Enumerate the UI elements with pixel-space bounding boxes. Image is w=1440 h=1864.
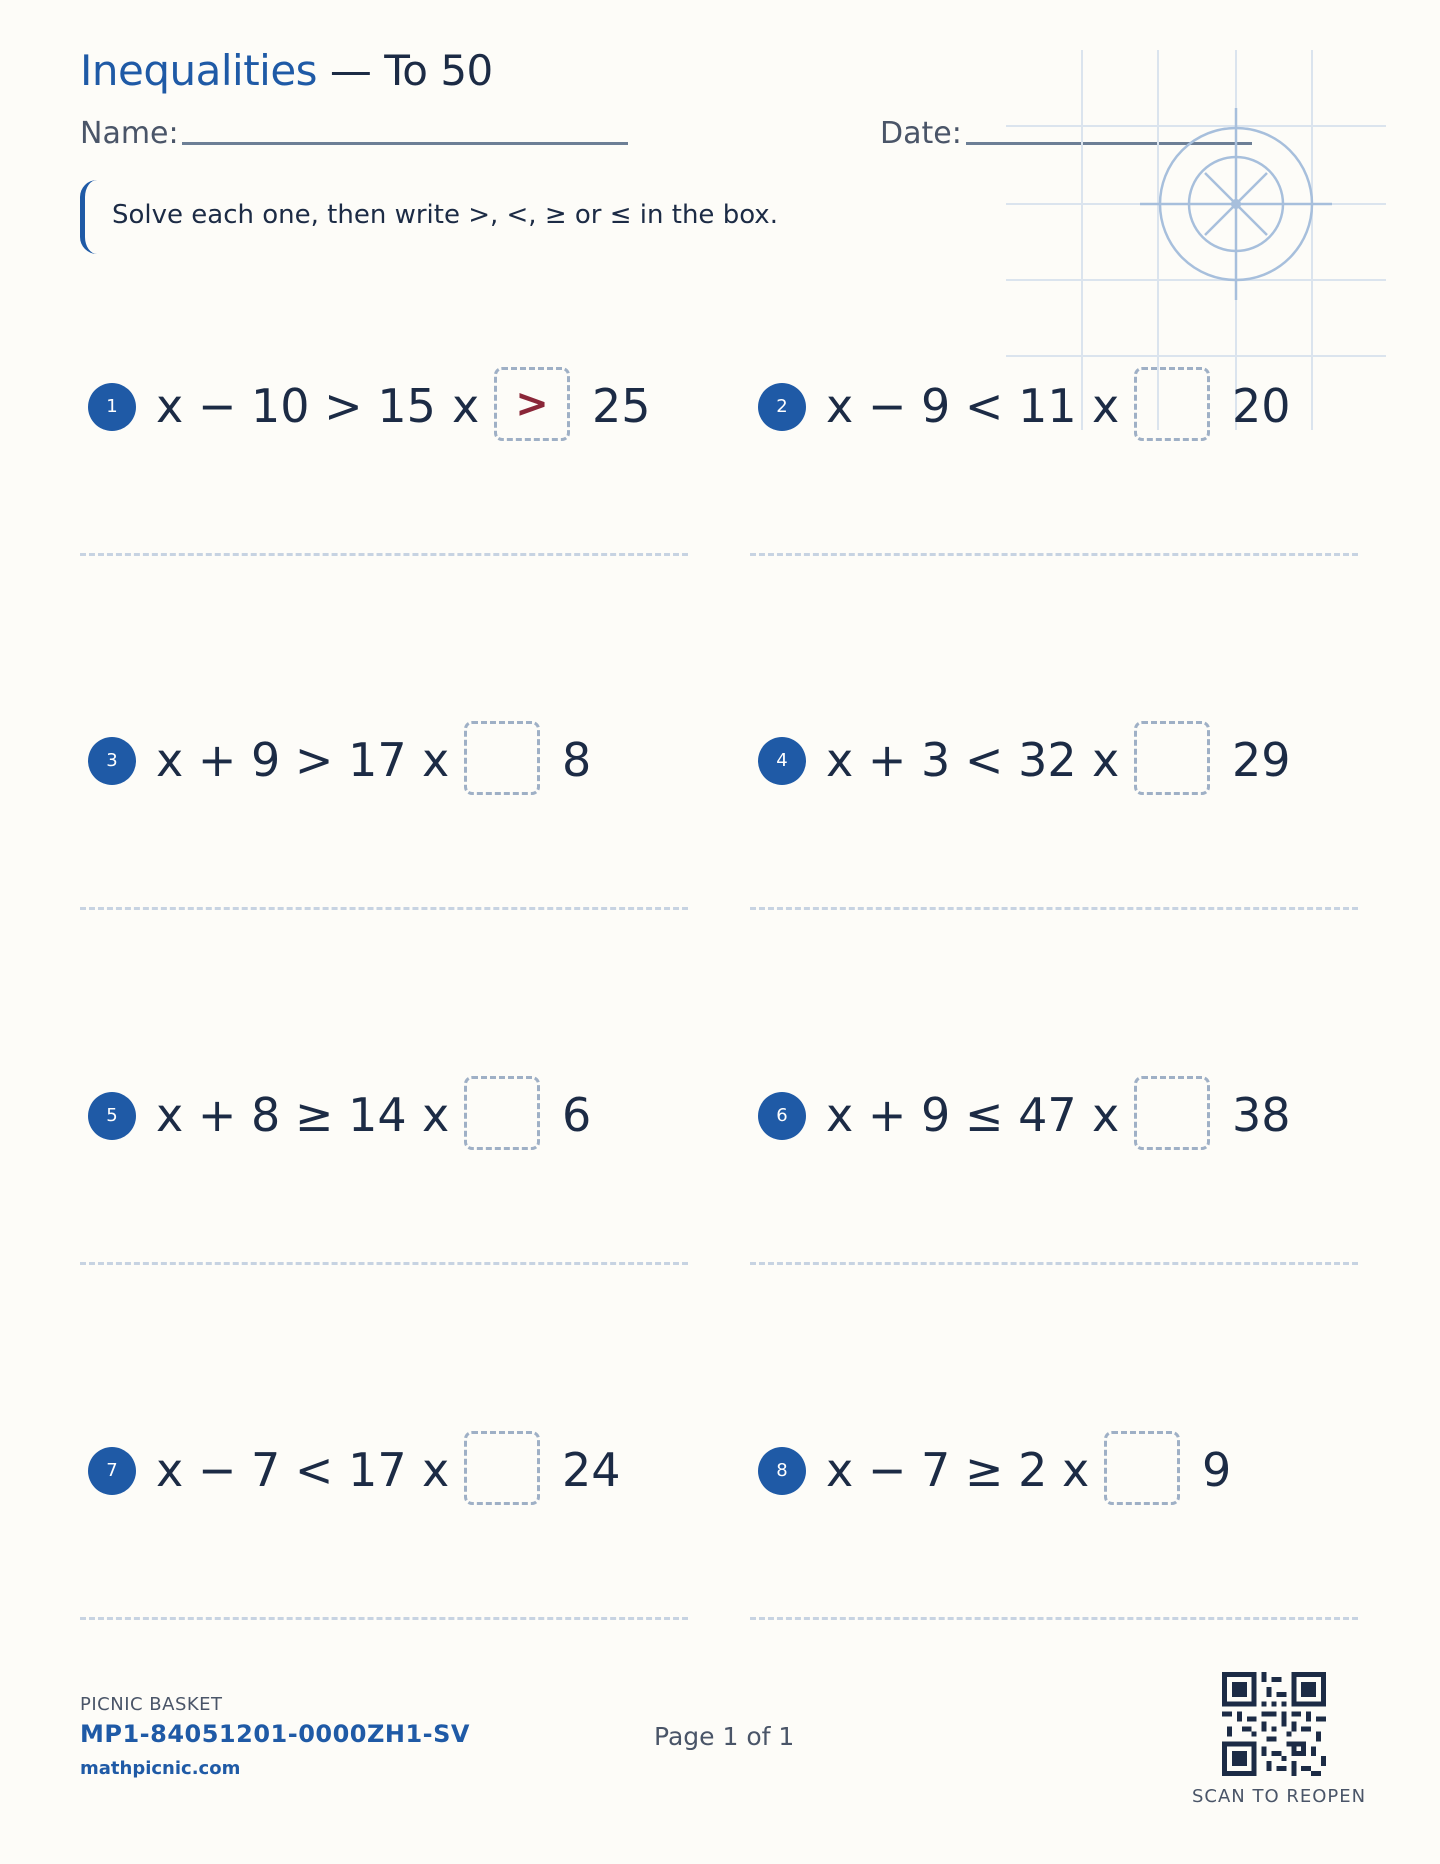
work-line[interactable] [750,1617,1358,1620]
page-title [80,46,493,95]
problem-rhs: 9 [1202,1443,1232,1497]
problem-variable: x [452,379,480,433]
problem-rhs: 20 [1232,379,1291,433]
name-field-line[interactable] [182,142,628,145]
problem-equation: x + 9 > 17 [156,733,407,787]
answer-box[interactable] [464,1431,540,1505]
page-number: Page 1 of 1 [654,1722,795,1751]
work-line[interactable] [750,907,1358,910]
work-line[interactable] [80,1617,688,1620]
problem-rhs: 6 [562,1088,592,1142]
website-link[interactable]: mathpicnic.com [80,1758,241,1779]
instructions-bar [80,180,97,254]
work-line[interactable] [80,553,688,556]
problem-1 [88,367,688,447]
problem-variable: x [1062,1443,1090,1497]
problem-number-badge: 5 [88,1092,136,1140]
work-line[interactable] [80,1262,688,1265]
title-separator: — [317,46,385,95]
answer-symbol: > [515,381,549,427]
qr-code-icon[interactable] [1222,1672,1326,1776]
problem-number-badge: 2 [758,383,806,431]
problem-variable: x [1092,733,1120,787]
problem-variable: x [1092,379,1120,433]
problem-equation: x + 8 ≥ 14 [156,1088,407,1142]
answer-box[interactable] [1134,721,1210,795]
work-line[interactable] [750,1262,1358,1265]
problem-rhs: 38 [1232,1088,1291,1142]
answer-box[interactable] [464,721,540,795]
problem-equation: x − 9 < 11 [826,379,1077,433]
answer-box[interactable] [1134,1076,1210,1150]
footer-brand: PICNIC BASKET [80,1694,223,1715]
date-label: Date: [880,116,962,151]
problem-variable: x [1092,1088,1120,1142]
problem-equation: x − 7 ≥ 2 [826,1443,1048,1497]
title-range: To 50 [384,46,493,95]
problem-rhs: 8 [562,733,592,787]
problem-7 [88,1431,688,1511]
problem-variable: x [422,1443,450,1497]
problem-rhs: 29 [1232,733,1291,787]
work-line[interactable] [750,553,1358,556]
problem-rhs: 24 [562,1443,621,1497]
problem-3 [88,721,688,801]
problem-6 [758,1076,1358,1156]
problem-equation: x + 3 < 32 [826,733,1077,787]
problem-number-badge: 7 [88,1447,136,1495]
work-line[interactable] [80,907,688,910]
problem-number-badge: 3 [88,737,136,785]
name-label: Name: [80,116,179,151]
problem-5 [88,1076,688,1156]
problem-2 [758,367,1358,447]
scan-caption: SCAN TO REOPEN [1192,1786,1367,1807]
problem-8 [758,1431,1358,1511]
answer-box[interactable] [464,1076,540,1150]
answer-box[interactable] [1134,367,1210,441]
problem-number-badge: 8 [758,1447,806,1495]
problem-number-badge: 4 [758,737,806,785]
problem-equation: x − 10 > 15 [156,379,436,433]
instructions-text: Solve each one, then write >, <, ≥ or ≤ in the box. [112,200,778,230]
worksheet-code: MP1-84051201-0000ZH1-SV [80,1720,470,1748]
problem-variable: x [422,1088,450,1142]
problem-variable: x [422,733,450,787]
answer-box[interactable] [494,367,570,441]
answer-box[interactable] [1104,1431,1180,1505]
problem-number-badge: 6 [758,1092,806,1140]
problem-4 [758,721,1358,801]
problem-number-badge: 1 [88,383,136,431]
title-main: Inequalities [80,46,318,95]
problem-equation: x − 7 < 17 [156,1443,407,1497]
problem-rhs: 25 [592,379,651,433]
problem-equation: x + 9 ≤ 47 [826,1088,1077,1142]
